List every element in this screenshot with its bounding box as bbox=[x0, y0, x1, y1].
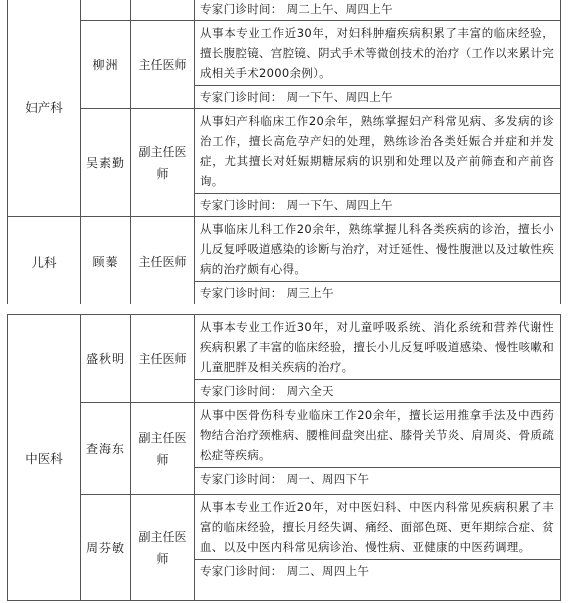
dept-cell bbox=[8, 0, 81, 217]
doctor-description: 从事本专业工作近30年，对妇科肿瘤疾病积累了丰富的临床经验，擅长腹腔镜、宫腔镜、阴式手术等微创技术的治疗（工作以来累计完成相关手术2000余例）。 bbox=[200, 26, 554, 80]
schedule-label: 专家门诊时间： bbox=[200, 472, 283, 486]
table-row bbox=[8, 21, 561, 109]
doctor-description: 从事本专业工作近20年，对中医妇科、中医内科常见疾病积累了丰富的临床经验，擅长月经失调、痛经、面部色斑、更年期综合症、贫血、以及中医内科常见病诊治、慢性病、亚健康的中医药调理。 bbox=[200, 500, 554, 554]
dept-label: 妇产科 bbox=[25, 100, 63, 115]
schedule-value: 周一下午、周四上午 bbox=[286, 198, 393, 212]
doctor-title: 主任医师 bbox=[138, 351, 187, 366]
title-cell bbox=[131, 109, 195, 217]
desc-cell bbox=[195, 403, 561, 495]
doctor-name: 查海东 bbox=[85, 442, 125, 456]
name-cell bbox=[81, 315, 131, 403]
doctor-title: 主任医师 bbox=[138, 57, 187, 72]
desc-cell bbox=[195, 315, 561, 403]
name-cell bbox=[81, 0, 131, 21]
schedule-value: 周一、周四下午 bbox=[286, 472, 370, 486]
table-row bbox=[8, 109, 561, 217]
schedule-value: 周三上午 bbox=[286, 286, 334, 300]
doctor-description: 从事妇产科临床工作20余年，熟练掌握妇产科常见病、多发病的诊治工作，擅长高危孕产妇的处理，熟练诊治各类妊娠合并症和并发症，尤其擅长对妊娠期糖尿病的识别和处理以及产前筛查和产前咨询。 bbox=[200, 114, 554, 188]
schedule-line bbox=[195, 85, 560, 108]
dept-cell bbox=[8, 315, 81, 601]
schedule-line bbox=[195, 281, 560, 304]
doctor-description: 从事临床儿科工作20余年，熟练掌握儿科各类疾病的诊治，擅长小儿反复呼吸道感染的诊断与治疗，对迁延性、慢性腹泄以及过敏性疾病的治疗颇有心得。 bbox=[200, 222, 554, 276]
desc-cell bbox=[195, 21, 561, 109]
schedule-line bbox=[195, 467, 560, 490]
title-cell bbox=[131, 403, 195, 495]
schedule-line bbox=[195, 379, 560, 402]
title-cell bbox=[131, 315, 195, 403]
table-row bbox=[8, 0, 561, 21]
table-row bbox=[8, 403, 561, 495]
name-cell bbox=[81, 217, 131, 307]
dept-label: 中医科 bbox=[25, 450, 63, 466]
doctor-description: 从事本专业工作近30年，对儿童呼吸系统、消化系统和营养代谢性疾病积累了丰富的临床经验，擅长小儿反复呼吸道感染、慢性咳嗽和儿童肥胖及相关疾病的治疗。 bbox=[200, 320, 554, 374]
dept-cell bbox=[8, 217, 81, 307]
schedule-line bbox=[195, 193, 560, 216]
schedule-label: 专家门诊时间： bbox=[200, 384, 283, 398]
title-cell bbox=[131, 217, 195, 307]
schedule-label: 专家门诊时间： bbox=[200, 2, 283, 16]
name-cell bbox=[81, 495, 131, 601]
doctor-name: 盛秋明 bbox=[85, 352, 125, 366]
desc-cell bbox=[195, 217, 561, 307]
doctor-name: 吴素勤 bbox=[85, 156, 125, 170]
table-row bbox=[8, 217, 561, 307]
table-row bbox=[8, 315, 561, 403]
dept-label: 儿科 bbox=[31, 254, 57, 270]
schedule-value: 周二、周四上午 bbox=[286, 564, 370, 578]
doctor-table-bottom bbox=[7, 314, 561, 601]
title-cell bbox=[131, 0, 195, 21]
schedule-label: 专家门诊时间： bbox=[200, 564, 283, 578]
desc-cell bbox=[195, 0, 561, 21]
schedule-line bbox=[195, 559, 560, 582]
doctor-name: 周芬敏 bbox=[85, 541, 125, 555]
schedule-line bbox=[195, 0, 560, 20]
doctor-name: 顾蓁 bbox=[92, 255, 119, 269]
doctor-title: 副主任医师 bbox=[138, 144, 187, 181]
name-cell bbox=[81, 109, 131, 217]
title-cell bbox=[131, 21, 195, 109]
doctor-title: 副主任医师 bbox=[138, 430, 187, 467]
doctor-name: 柳洲 bbox=[92, 58, 119, 72]
schedule-label: 专家门诊时间： bbox=[200, 90, 283, 104]
schedule-label: 专家门诊时间： bbox=[200, 198, 283, 212]
name-cell bbox=[81, 403, 131, 495]
schedule-value: 周二上午、周四上午 bbox=[286, 2, 393, 16]
desc-cell bbox=[195, 495, 561, 601]
doctor-description: 从事中医骨伤科专业临床工作20余年，擅长运用推拿手法及中西药物结合治疗颈椎病、腰椎间盘突出症、膝骨关节炎、肩周炎、骨质疏松症等疾病。 bbox=[200, 408, 554, 462]
desc-cell bbox=[195, 109, 561, 217]
doctor-title: 主任医师 bbox=[138, 254, 187, 269]
title-cell bbox=[131, 495, 195, 601]
section-gap bbox=[0, 304, 571, 314]
table-row bbox=[8, 495, 561, 601]
schedule-value: 周六全天 bbox=[286, 384, 334, 398]
doctor-title: 副主任医师 bbox=[138, 529, 187, 566]
doctor-table-top bbox=[7, 0, 561, 307]
schedule-label: 专家门诊时间： bbox=[200, 286, 283, 300]
name-cell bbox=[81, 21, 131, 109]
schedule-value: 周一下午、周四上午 bbox=[286, 90, 393, 104]
